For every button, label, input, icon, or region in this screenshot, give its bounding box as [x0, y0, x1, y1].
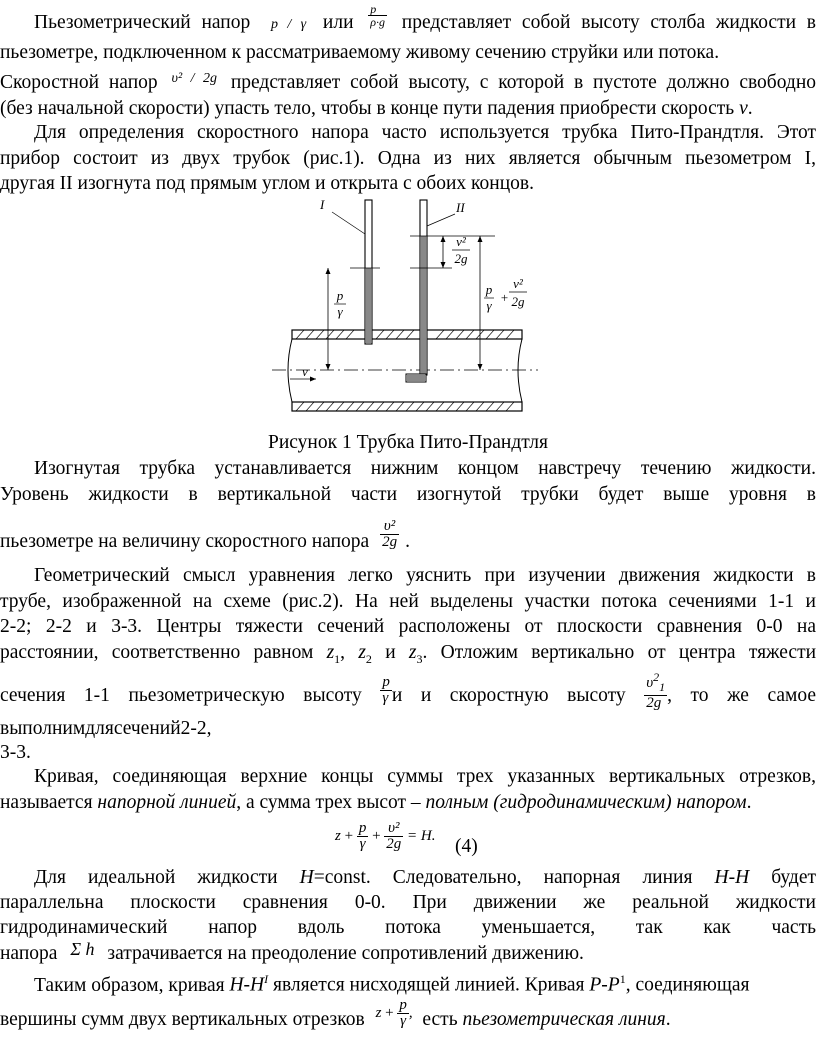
- formula-p-rhog: $\frac{p}{\rho\cdot g}$: [370, 2, 386, 30]
- equation-4: z + $\frac{p}{\gamma}$ + $\frac{\text{υ²}}{2g}$ = H. (4): [0, 816, 816, 856]
- formula-z-p-gamma: z + p γ ,: [375, 997, 413, 1030]
- text-line: (без начальной скорости) упасть тело, чтобы в конце пути падения приобрести скорость v.: [0, 98, 753, 119]
- dim-plus: +: [500, 290, 509, 305]
- text-line: Геометрический смысл уравнения легко уяснить при изучении движения жидкости в: [34, 565, 816, 586]
- text-line: Для определения скоростного напора часто используется трубка Пито-Прандтля. Этот: [34, 122, 816, 143]
- text-line: гидродинамический напор вдоль потока уменьшается, так как часть: [0, 917, 816, 938]
- text-line: трубе, изображенной на схеме (рис.2). На ней выделены участки потока сечениями 1-1 и: [0, 591, 816, 612]
- text: или: [322, 12, 354, 33]
- text: Скоростной напор: [0, 72, 158, 93]
- text-line: выполнимдлясечений2-2,: [0, 718, 212, 739]
- text-line: 3-3.: [0, 742, 31, 763]
- text-line: вершины сумм двух вертикальных отрезков $^{z + \frac{p}{\gamma} ,}$ есть пьезометрическая линия.: [0, 997, 671, 1030]
- velocity-label: v: [302, 364, 308, 379]
- dim-p-right: p: [485, 282, 493, 297]
- formula-v2-2g: $\frac{\text{υ²}}{2g}$: [382, 518, 398, 551]
- text-line: [0, 2, 816, 38]
- text: представляет собой высоту столба жидкости в: [401, 12, 816, 33]
- dim-2g: 2g: [454, 251, 468, 266]
- text-line: другая II изогнута под прямым углом и открыта с обоих концов.: [0, 173, 534, 194]
- text-line: пьезометре, подключенном к рассматриваемому живому сечению струйки или потока.: [0, 42, 720, 63]
- text-line: напора Σ h затрачивается на преодоление сопротивлений движению.: [0, 939, 584, 964]
- text-line: расстоянии, соответственно равном $z_1$, $z_2$ и $z_3$. Отложим вертикально от центра тяжести: [0, 642, 816, 666]
- text-line: Изогнутая трубка устанавливается нижним концом навстречу течению жидкости.: [34, 458, 816, 479]
- formula-p-gamma: $\frac{p}{\gamma}$: [382, 674, 390, 707]
- dim-2g-right: 2g: [511, 294, 525, 309]
- formula-v2-2g: υ² / 2g: [171, 71, 217, 86]
- text: Пьезометрический напор: [34, 12, 251, 33]
- sum-h-symbol: Σ h: [70, 939, 95, 959]
- dim-gamma: γ: [337, 304, 343, 319]
- equation-number: (4): [455, 836, 478, 857]
- text-line: прибор состоит из двух трубок (рис.1). Одна из них является обычным пьезометром I,: [0, 148, 816, 169]
- text-line: параллельна плоскости сравнения 0-0. При движении же реальной жидкости: [0, 892, 816, 913]
- dim-v2-right: v²: [513, 276, 523, 291]
- text-line: [0, 70, 816, 98]
- formula-v1-2g: $\frac{\upsilon^2_1}{2g}$: [646, 670, 666, 712]
- label-I: I: [320, 197, 325, 212]
- label-II: II: [456, 200, 465, 215]
- dim-v2: v²: [456, 234, 466, 249]
- figure-caption: Рисунок 1 Трубка Пито-Прандтля: [268, 432, 548, 453]
- dim-gamma-right: γ: [486, 298, 492, 313]
- dim-p: p: [336, 288, 344, 303]
- text-line: называется напорной линией, а сумма трех высот – полным (гидродинамическим) напором.: [0, 792, 752, 813]
- pitot-tube-figure: [270, 192, 540, 422]
- formula-p-gamma: p / γ: [271, 17, 307, 32]
- text-line: сечения 1-1 пьезометрическую высоту $\frac{p}{\gamma}$ и и скоростную высоту $\frac{\upsilon^2_1}{2g}$ , то же самое: [0, 670, 816, 712]
- text-line: Для идеальной жидкости H=const. Следовательно, напорная линия H-H будет: [34, 867, 816, 888]
- text-line: Уровень жидкости в вертикальной части изогнутой трубки будет выше уровня в: [0, 484, 816, 505]
- text-line: 2-2; 2-2 и 3-3. Центры тяжести сечений расположены от плоскости сравнения 0-0 на: [0, 616, 816, 637]
- text-line: Таким образом, кривая $H-H^I$ является нисходящей линией. Кривая $P-P^1$, соединяющая: [34, 972, 750, 996]
- text-line: пьезометре на величину скоростного напора $\frac{\text{υ²}}{2g}$ .: [0, 518, 410, 552]
- text-line: Кривая, соединяющая верхние концы суммы трех указанных вертикальных отрезков,: [34, 766, 816, 787]
- text: представляет собой высоту, с которой в пустоте должно свободно: [230, 72, 816, 93]
